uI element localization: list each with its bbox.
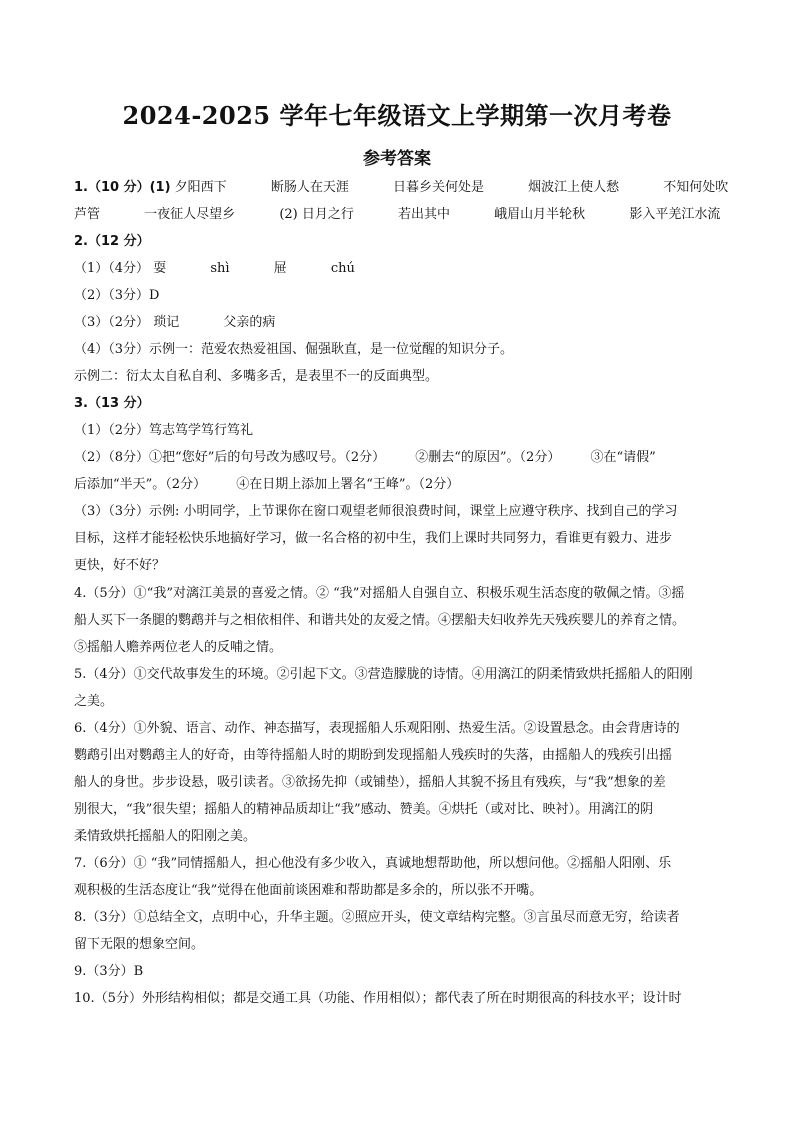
q1-answer-10: 峨眉山月半轮秋	[494, 207, 586, 222]
q8-line-1: 8.（3分）①总结全文，点明中心，升华主题。②照应开头，使文章结构完整。③言虽尽而意无穷，给读者	[74, 910, 680, 925]
q4-line-2: 船人买下一条腿的鹦鹉并与之相依相伴、和谐共处的友爱之情。④摆船夫妇收养先天残疾婴儿的养育之情。	[74, 613, 686, 628]
q5-line-2: 之美。	[74, 694, 114, 709]
q3-part-2-d: 后添加“半天”。（2分）	[74, 477, 207, 492]
q3-part-3-line-2: 目标，这样才能轻松快乐地搞好学习，做一名合格的初中生，我们上课时共同努力，看谁更有毅力、进步	[74, 531, 673, 546]
q2-part-1-item-4: chú	[330, 261, 355, 276]
q2-part-1	[74, 260, 724, 278]
q1-label: 1.（10 分）(1)	[74, 180, 171, 195]
q8-line-2: 留下无限的想象空间。	[74, 937, 205, 952]
q3-part-2-b: ②删去“的原因”。（2分）	[415, 450, 561, 465]
q6-line-3: 船人的身世。步步设悬，吸引读者。③欲扬先抑（或铺垫），摇船人其貌不扬且有残疾，与“我”想象的差	[74, 775, 666, 790]
q9-line-1: 9.（3分）B	[74, 964, 144, 979]
q3-part-2-e: ④在日期上添加上署名“王峰”。（2分）	[236, 477, 460, 492]
q6-line-4: 别很大，“我”很失望；摇船人的精神品质却让“我”感动、赞美。④烘托（或对比、映衬）。用漓江的阴	[74, 802, 654, 817]
q2-part-1-item-2: shì	[210, 261, 230, 276]
q6-line-2: 鹦鹉引出对鹦鹉主人的好奇，由等待摇船人时的期盼到发现摇船人残疾时的失落，由摇船人的残疾引出摇	[74, 748, 673, 763]
q3-part-2-line-2	[74, 476, 724, 494]
q2-part-4: （4）（3分）示例一：范爱农热爱祖国、倔强耿直，是一位觉醒的知识分子。	[74, 342, 514, 357]
q7-line-2: 观积极的生活态度让“我”觉得在他面前谈困难和帮助都是多余的，所以张不开嘴。	[74, 883, 543, 898]
q7-line-1: 7.（6分）① “我”同情摇船人，担心他没有多少收入，真诚地想帮助他，所以想问他。②摇船人阳刚、乐	[74, 856, 672, 871]
q10-line-1: 10.（5分）外形结构相似；都是交通工具（功能、作用相似）；都代表了所在时期很高的科技水平；设计时	[74, 991, 682, 1006]
q3-part-3-line-3: 更快，好不好？	[74, 558, 166, 573]
q2-part-1-label: （1）（4分）	[74, 261, 150, 276]
q1-line-1	[74, 179, 729, 197]
q3-part-2-a: （2）（8分）①把“您好”后的句号改为感叹号。（2分）	[74, 450, 386, 465]
q3-label: 3.（13 分）	[74, 396, 150, 411]
q2-part-2: （2）（3分）D	[74, 288, 160, 303]
q2-part-3-label: （3）（2分）	[74, 315, 150, 330]
q3-part-3-line-1: （3）（3分）示例: 小明同学，上节课你在窗口观望老师很浪费时间，课堂上应遵守秩序、找到自己的学习	[74, 504, 678, 519]
q1-line-2	[74, 206, 724, 224]
q6-line-5: 柔情致烘托摇船人的阳刚之美。	[74, 829, 257, 844]
q4-line-3: ⑤摇船人赡养两位老人的反哺之情。	[74, 640, 283, 655]
q3-part-2-line-1	[74, 449, 724, 467]
q3-part-2-c: ③在“请假”	[590, 450, 656, 465]
q1-answer-1: 夕阳西下	[174, 180, 227, 195]
q2-part-3-item-1: 琐记	[153, 315, 180, 330]
q2-part-3	[74, 314, 724, 332]
q1-answer-6: 芦管	[74, 207, 101, 222]
q1-answer-2: 断肠人在天涯	[270, 180, 349, 195]
page-subtitle: 参考答案	[363, 149, 431, 169]
q6-line-1: 6.（4分）①外貌、语言、动作、神态描写，表现摇船人乐观阳刚、热爱生活。②设置悬念。由会背唐诗的	[74, 721, 680, 736]
q2-part-1-item-1: 耍	[153, 261, 167, 276]
q1-answer-9: 若出其中	[398, 207, 451, 222]
q1-answer-8: (2) 日月之行	[279, 207, 354, 222]
q1-answer-3: 日暮乡关何处是	[392, 180, 484, 195]
q2-part-4-example-2: 示例二：衍太太自私自利、多嘴多舌，是表里不一的反面典型。	[74, 369, 439, 384]
q3-part-1: （1）（2分）笃志笃学笃行笃礼	[74, 423, 254, 438]
page-title: 2024-2025 学年七年级语文上学期第一次月考卷	[122, 101, 672, 130]
q2-part-3-item-2: 父亲的病	[223, 315, 276, 330]
q2-label: 2.（12 分）	[74, 234, 150, 249]
q1-answer-7: 一夜征人尽望乡	[144, 207, 236, 222]
q1-answer-4: 烟波江上使人愁	[528, 180, 620, 195]
q2-part-1-item-3: 屉	[273, 261, 287, 276]
q5-line-1: 5.（4分）①交代故事发生的环境。②引起下文。③营造朦胧的诗情。④用漓江的阴柔情致烘托摇船人的阳刚	[74, 667, 693, 682]
q1-answer-11: 影入平羌江水流	[629, 207, 721, 222]
q4-line-1: 4.（5分）①“我”对漓江美景的喜爱之情。② “我”对摇船人自强自立、积极乐观生活态度的敬佩之情。③摇	[74, 586, 685, 601]
q1-answer-5: 不知何处吹	[663, 180, 729, 195]
